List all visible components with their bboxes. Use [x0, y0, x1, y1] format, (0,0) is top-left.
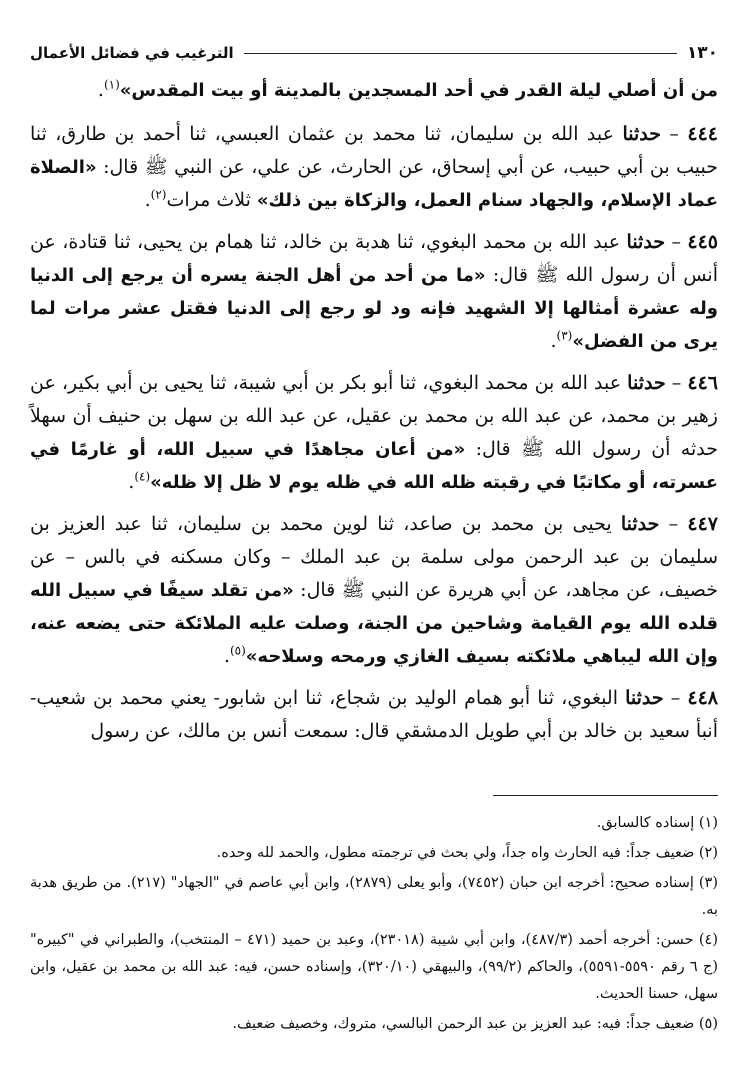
main-text — [30, 74, 718, 757]
hadith-text: «ما من أحد من أهل الجنة يسره أن يرجع إلى الدنيا وله عشرة أمثالها إلا الشهيد فإنه ود لو رجع إلى الدنيا فقتل عشر مرات لما يرى من الفضل» — [30, 265, 718, 352]
footnote-divider — [493, 795, 718, 796]
isnad-chain: يحيى بن محمد بن صاعد، ثنا لوين محمد بن سليمان، ثنا عبد العزيز بن سليمان بن عبد الرحمن مولى سلمة بن عبد الملك – وكان مسكنه في بالس – عن خصيف، عن مجاهد، عن أبي هريرة عن النبي ﷺ قال: — [30, 513, 718, 601]
end-mark: . — [144, 189, 151, 211]
footnote-ref: (٥) — [229, 643, 246, 658]
isnad-chain: عبد الله بن سليمان، ثنا محمد بن عثمان العبسي، ثنا أحمد بن طارق، ثنا حبيب بن أبي حبيب، عن أبي إسحاق، عن الحارث، عن علي، عن النبي ﷺ قال: — [30, 123, 718, 178]
narration-word: حدثنا — [622, 123, 661, 145]
hadith-entry — [30, 682, 718, 748]
hadith-entry — [30, 508, 718, 673]
end-mark: . — [550, 330, 557, 352]
footnote: (٢) ضعيف جداً: فيه الحارث واه جداً، ولي بحث في ترجمته مطول، والحمد لله وحده. — [216, 845, 718, 861]
running-title: الترغيب في فضائل الأعمال — [30, 44, 234, 62]
after-text: ثلاث مرات — [166, 189, 257, 211]
narration-word: حدثنا — [627, 372, 666, 394]
hadith-text: من أن أصلي ليلة القدر في أحد المسجدين بالمدينة أو بيت المقدس» — [119, 80, 718, 101]
isnad-chain: البغوي، ثنا أبو همام الوليد بن شجاع، ثنا ابن شابور- يعني محمد بن شعيب-أنبأ سعيد بن خالد بن أبي طويل الدمشقي قال: سمعت أنس بن مالك، عن رسول — [30, 687, 718, 742]
footnote: (١) إسناده كالسابق. — [596, 815, 718, 831]
entry-number: ٤٤٧ — [687, 513, 718, 535]
footnotes — [30, 810, 718, 1041]
entry-dash: – — [665, 372, 688, 394]
entry-number: ٤٤٤ — [687, 123, 718, 145]
entry-number: ٤٤٥ — [687, 231, 718, 253]
footnote-ref: (٤) — [134, 469, 151, 484]
narration-word: حدثنا — [626, 231, 666, 253]
entry-number: ٤٤٨ — [687, 687, 718, 709]
header-rule — [244, 53, 677, 54]
hadith-entry — [30, 367, 718, 499]
end-mark: . — [97, 79, 104, 101]
isnad-chain: عبد الله بن محمد البغوي، ثنا هدبة بن خالد، ثنا همام بن يحيى، ثنا قتادة، عن أنس أن رسول الله ﷺ قال: — [30, 231, 718, 286]
page-number: ١٣٠ — [686, 43, 718, 63]
footnote: (٤) حسن: أخرجه أحمد (٤٨٧/٣)، وابن أبي شيبة (٢٣٠١٨)، وعبد بن حميد (٤٧١ – المنتخب)، والطبراني في "كبيره" (ج ٦ رقم ٥٥٩٠-٥٥٩١)، والحاكم (٩٩/٢)، والبيهقي (٣٢٠/١٠)، وإسناده حسن، فيه: عبد الله بن محمد بن عقيل، وابن سهل، حسنا الحديث. — [30, 932, 718, 1002]
footnote: (٣) إسناده صحيح: أخرجه ابن حبان (٧٤٥٢)، وأبو يعلى (٢٨٧٩)، وابن أبي عاصم في "الجهاد" (٢١٧). من طريق هدبة به. — [30, 875, 719, 918]
entry-dash: – — [660, 123, 688, 145]
hadith-entry — [30, 118, 718, 217]
end-mark: . — [223, 645, 230, 667]
footnote-ref: (٣) — [556, 328, 573, 343]
entry-dash: – — [659, 513, 688, 535]
footnote-ref: (٢) — [150, 187, 167, 202]
narration-word: حدثنا — [625, 687, 664, 709]
hadith-text: «من أعان مجاهدًا في سبيل الله، أو غارمًا في عسرته، أو مكاتبًا في رقبته ظله الله في ظله يوم لا ظل إلا ظله» — [30, 439, 718, 493]
entry-number: ٤٤٦ — [687, 372, 718, 394]
hadith-text: «الصلاة عماد الإسلام، والجهاد سنام العمل، والزكاة بين ذلك» — [30, 157, 718, 211]
page-header — [30, 38, 718, 68]
footnote-ref: (١) — [103, 77, 120, 92]
footnote: (٥) ضعيف جداً: فيه: عبد العزيز بن عبد الرحمن البالسي، متروك، وخصيف ضعيف. — [232, 1016, 718, 1032]
hadith-text: «من تقلد سيفًا في سبيل الله قلده الله يوم القيامة وشاحين من الجنة، وصلت عليه الملائكة حتى يضعه عنه، وإن الله ليباهي ملائكته بسيف الغازي ورمحه وسلاحه» — [30, 580, 718, 667]
continuation-paragraph — [30, 74, 718, 107]
end-mark: . — [128, 471, 135, 493]
narration-word: حدثنا — [620, 513, 660, 535]
entry-dash: – — [665, 231, 688, 253]
entry-dash: – — [663, 687, 688, 709]
isnad-chain: عبد الله بن محمد البغوي، ثنا أبو بكر بن أبي شيبة، ثنا يحيى بن أبي بكير، عن زهير بن محمد، عن عبد الله بن محمد بن عقيل، عن عبد الله بن سهل بن حنيف أن سهلاً حدثه أن رسول الله ﷺ قال: — [30, 372, 718, 460]
hadith-entry — [30, 226, 718, 358]
